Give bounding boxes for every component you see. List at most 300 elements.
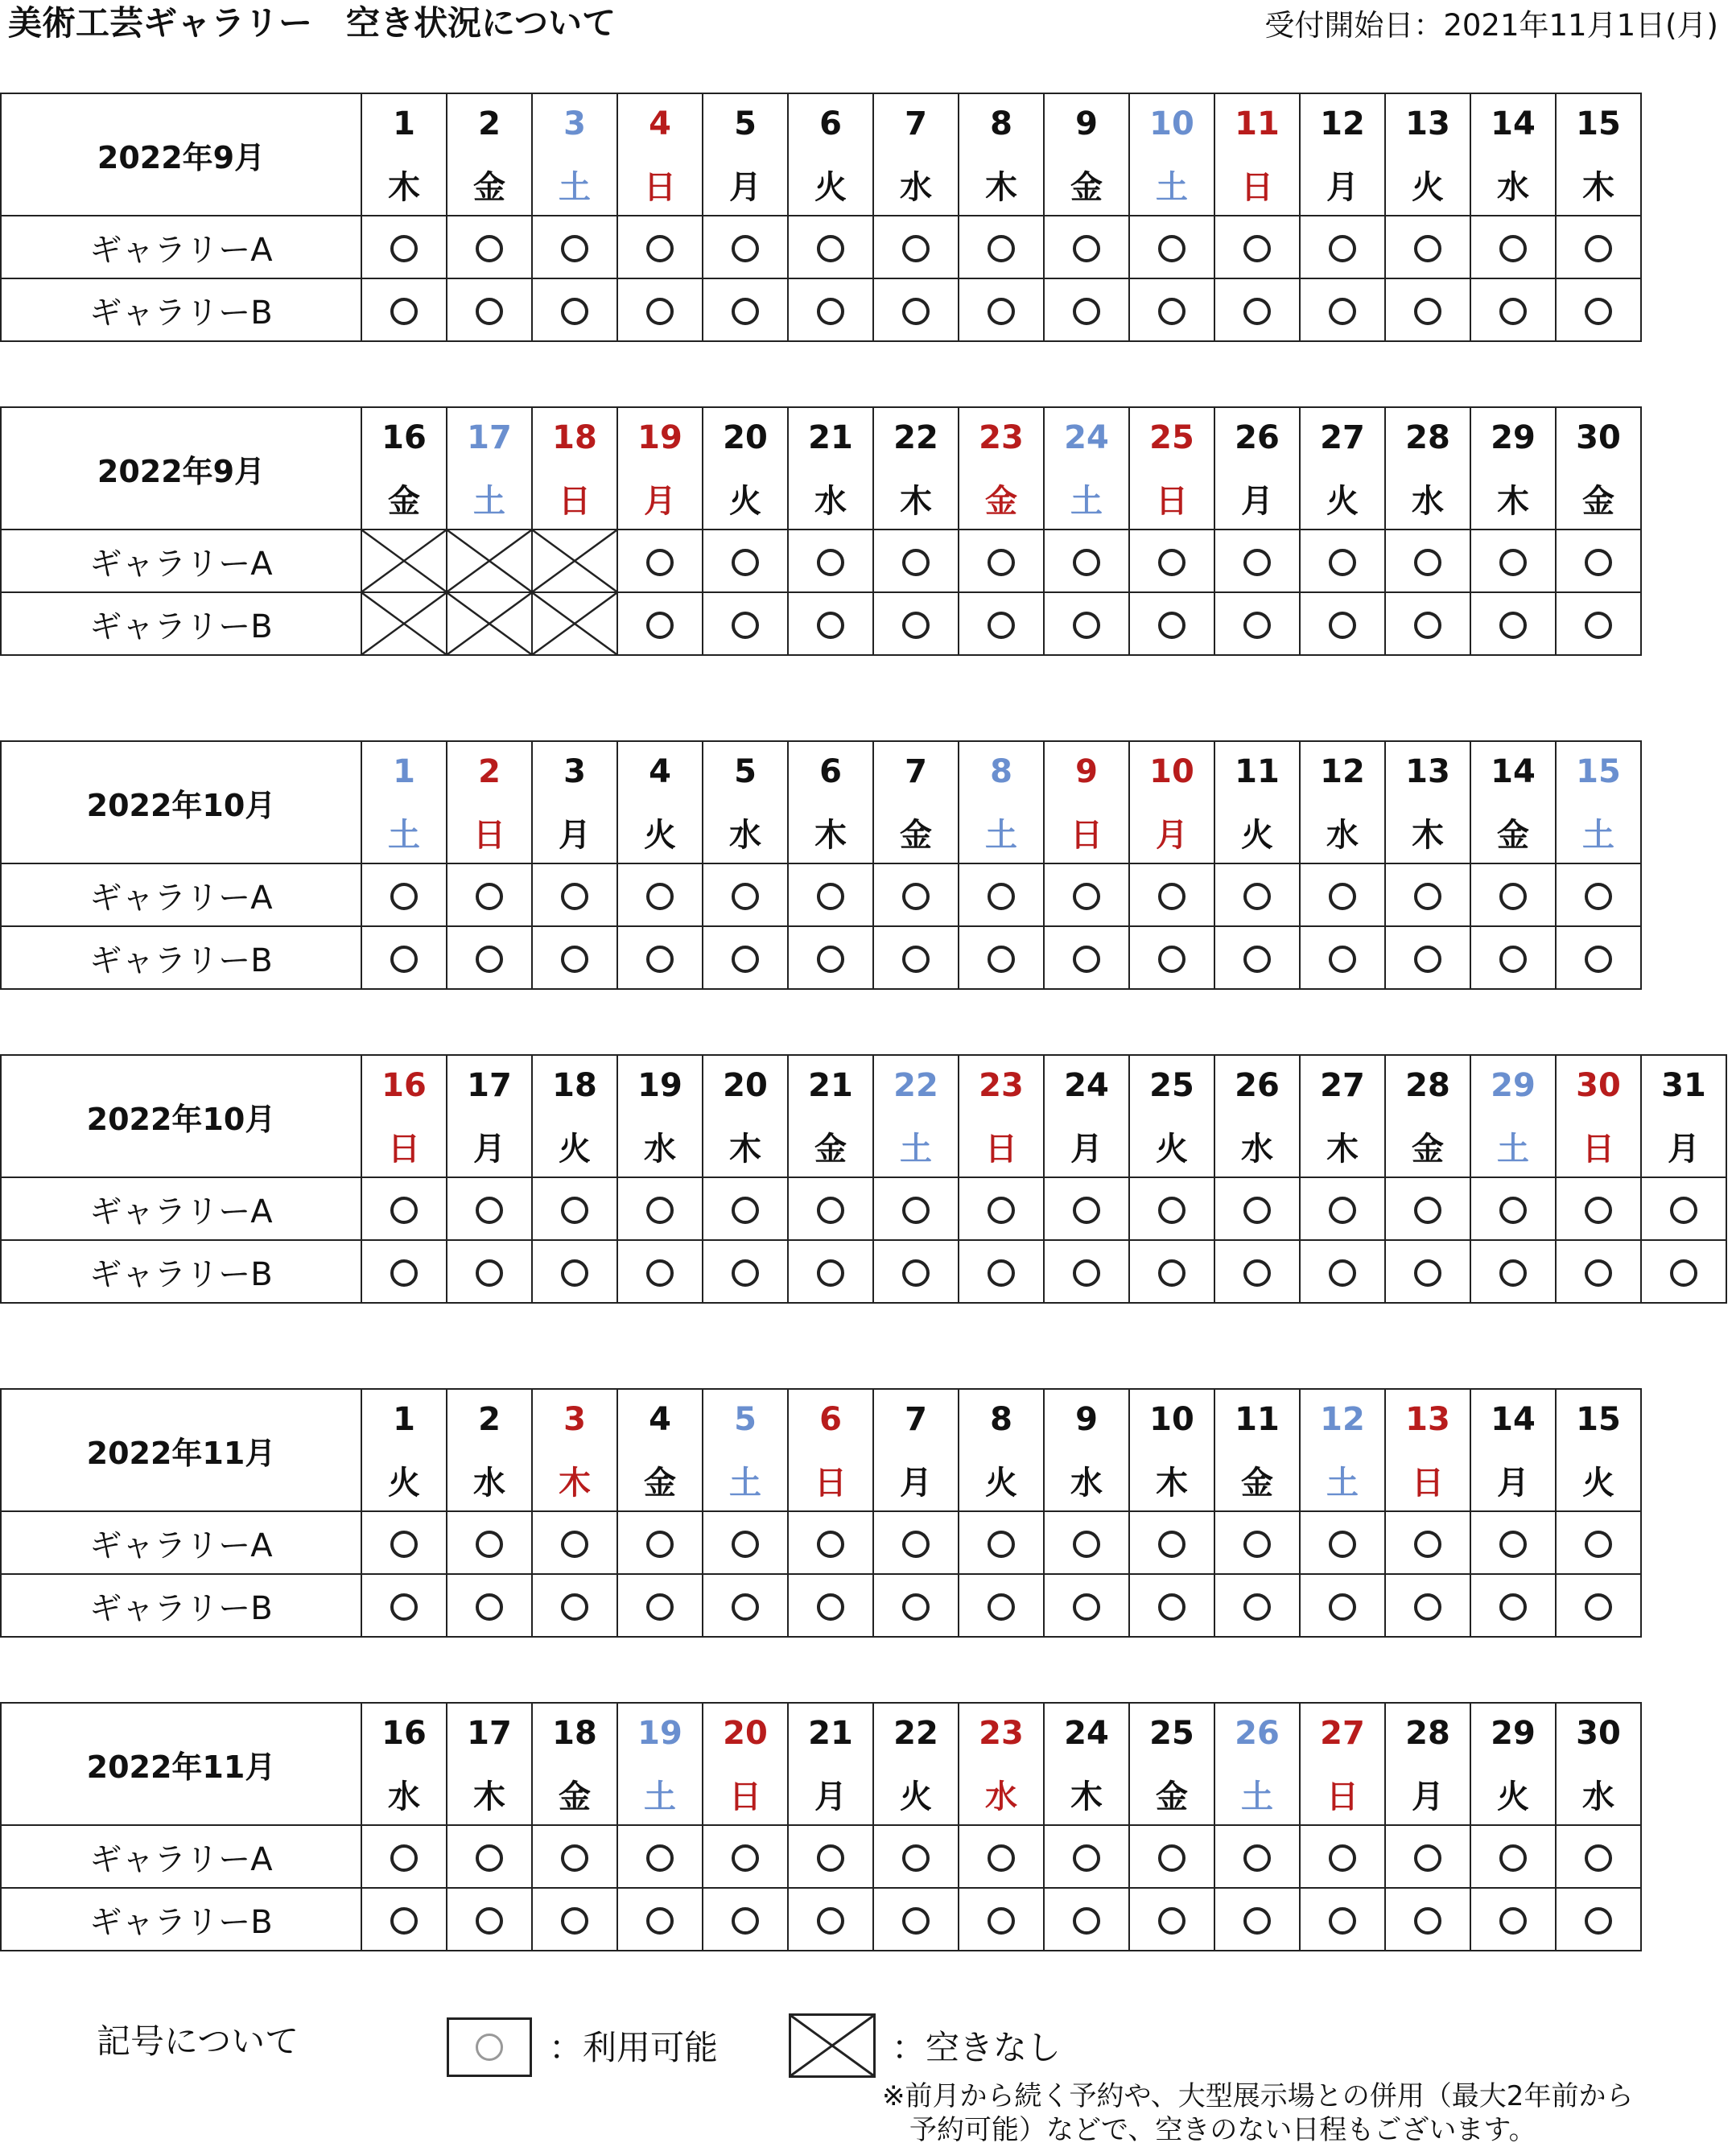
available-cell [1129, 1240, 1214, 1303]
available-cell [617, 1240, 703, 1303]
circle-icon [732, 1593, 759, 1621]
day-number: 2 [447, 741, 532, 802]
circle-icon [646, 1907, 674, 1935]
legend-available-symbol [447, 2017, 532, 2077]
available-cell [532, 216, 617, 278]
unavailable-cell [361, 592, 447, 655]
available-cell [959, 1177, 1044, 1240]
circle-icon [817, 1907, 844, 1935]
day-number: 27 [1300, 1703, 1385, 1763]
weekday: 水 [1470, 154, 1556, 216]
weekday: 土 [447, 468, 532, 530]
day-number: 21 [788, 1055, 873, 1115]
weekday: 日 [1385, 1449, 1470, 1511]
available-cell [1556, 216, 1641, 278]
day-number: 13 [1385, 93, 1470, 154]
circle-icon [902, 1259, 930, 1287]
weekday: 日 [617, 154, 703, 216]
day-number: 23 [959, 1703, 1044, 1763]
circle-icon [1499, 1197, 1527, 1224]
available-cell [1470, 592, 1556, 655]
available-cell [1470, 926, 1556, 989]
circle-icon [1414, 298, 1441, 325]
circle-icon [1158, 1844, 1186, 1872]
available-cell [617, 863, 703, 926]
weekday: 火 [873, 1763, 959, 1825]
weekday: 火 [1300, 468, 1385, 530]
circle-icon [988, 1907, 1015, 1935]
circle-icon [476, 1844, 503, 1872]
available-cell [959, 1825, 1044, 1888]
day-number: 18 [532, 1055, 617, 1115]
circle-icon [902, 298, 930, 325]
circle-icon [1414, 1259, 1441, 1287]
circle-icon [390, 883, 418, 910]
available-cell [1214, 1574, 1300, 1637]
weekday: 金 [447, 154, 532, 216]
weekday: 土 [361, 802, 447, 863]
availability-table [0, 406, 1642, 656]
weekday: 土 [1470, 1115, 1556, 1177]
circle-icon [1158, 1907, 1186, 1935]
month-block [0, 740, 1642, 990]
circle-icon [1243, 1907, 1271, 1935]
availability-table [0, 1388, 1642, 1638]
day-number: 28 [1385, 1703, 1470, 1763]
available-cell [1044, 530, 1129, 592]
weekday: 水 [788, 468, 873, 530]
available-cell [617, 278, 703, 341]
available-cell [1044, 1888, 1129, 1951]
circle-icon [1329, 549, 1356, 576]
available-cell [1129, 278, 1214, 341]
day-number: 23 [959, 407, 1044, 468]
available-cell [617, 1825, 703, 1888]
page-title: 美術工芸ギャラリー 空き状況について [8, 3, 616, 43]
weekday: 日 [1044, 802, 1129, 863]
circle-icon [732, 298, 759, 325]
circle-icon [1414, 612, 1441, 639]
circle-icon [1073, 1531, 1100, 1558]
day-number: 7 [873, 93, 959, 154]
gallery-row [1, 530, 1641, 592]
available-cell [1556, 863, 1641, 926]
available-cell [1470, 1888, 1556, 1951]
circle-icon [988, 1593, 1015, 1621]
day-number: 10 [1129, 1389, 1214, 1449]
day-number: 6 [788, 1389, 873, 1449]
day-number: 13 [1385, 1389, 1470, 1449]
available-cell [873, 926, 959, 989]
day-number: 16 [361, 407, 447, 468]
weekday: 金 [1385, 1115, 1470, 1177]
weekday: 火 [361, 1449, 447, 1511]
available-cell [1300, 278, 1385, 341]
circle-icon [1414, 1531, 1441, 1558]
available-cell [788, 1240, 873, 1303]
available-cell [703, 1240, 788, 1303]
available-cell [447, 1825, 532, 1888]
available-cell [1214, 1240, 1300, 1303]
weekday: 金 [1470, 802, 1556, 863]
weekday: 水 [1556, 1763, 1641, 1825]
weekday: 火 [532, 1115, 617, 1177]
available-cell [617, 926, 703, 989]
weekday: 金 [1044, 154, 1129, 216]
available-cell [1556, 1825, 1641, 1888]
availability-table [0, 93, 1642, 342]
circle-icon [1414, 1844, 1441, 1872]
day-number: 5 [703, 741, 788, 802]
weekday: 火 [1385, 154, 1470, 216]
circle-icon [1073, 946, 1100, 973]
day-number: 27 [1300, 1055, 1385, 1115]
available-cell [959, 592, 1044, 655]
month-block [0, 1054, 1727, 1304]
circle-icon [902, 1197, 930, 1224]
circle-icon [646, 883, 674, 910]
gallery-row [1, 592, 1641, 655]
weekday: 月 [873, 1449, 959, 1511]
day-number: 17 [447, 1703, 532, 1763]
day-number: 10 [1129, 741, 1214, 802]
circle-icon [1158, 235, 1186, 262]
circle-icon [561, 1197, 588, 1224]
day-number: 14 [1470, 741, 1556, 802]
circle-icon [1499, 946, 1527, 973]
cross-icon [533, 530, 616, 591]
available-cell [1300, 1177, 1385, 1240]
available-cell [1385, 1177, 1470, 1240]
circle-icon [732, 1531, 759, 1558]
circle-icon [390, 1844, 418, 1872]
available-cell [1556, 1574, 1641, 1637]
circle-icon [732, 235, 759, 262]
day-number: 21 [788, 1703, 873, 1763]
weekday: 日 [532, 468, 617, 530]
available-cell [1385, 1240, 1470, 1303]
day-number: 9 [1044, 741, 1129, 802]
day-number: 8 [959, 93, 1044, 154]
circle-icon [1329, 946, 1356, 973]
available-cell [703, 1177, 788, 1240]
available-cell [532, 863, 617, 926]
availability-table [0, 1702, 1642, 1951]
available-cell [1470, 216, 1556, 278]
weekday: 金 [1556, 468, 1641, 530]
gallery-name: ギャラリーA [1, 216, 361, 278]
day-number: 18 [532, 407, 617, 468]
gallery-name: ギャラリーA [1, 1511, 361, 1574]
available-cell [361, 278, 447, 341]
available-cell [873, 216, 959, 278]
available-cell [959, 216, 1044, 278]
day-number: 23 [959, 1055, 1044, 1115]
weekday: 火 [1556, 1449, 1641, 1511]
circle-icon [1158, 1259, 1186, 1287]
weekday: 火 [959, 1449, 1044, 1511]
circle-icon [646, 1593, 674, 1621]
available-cell [361, 1177, 447, 1240]
available-cell [1129, 863, 1214, 926]
circle-icon [732, 1259, 759, 1287]
available-cell [1470, 1177, 1556, 1240]
available-cell [532, 1240, 617, 1303]
circle-icon [476, 1197, 503, 1224]
circle-icon [1329, 1907, 1356, 1935]
day-number: 22 [873, 1055, 959, 1115]
available-cell [1300, 1574, 1385, 1637]
weekday: 月 [617, 468, 703, 530]
circle-icon [1073, 1844, 1100, 1872]
circle-icon [1073, 1593, 1100, 1621]
available-cell [532, 926, 617, 989]
circle-icon [561, 1531, 588, 1558]
circle-icon [1329, 612, 1356, 639]
circle-icon [390, 1259, 418, 1287]
available-cell [788, 1888, 873, 1951]
day-number: 21 [788, 407, 873, 468]
circle-icon [476, 946, 503, 973]
available-cell [1470, 278, 1556, 341]
available-cell [617, 592, 703, 655]
available-cell [1556, 1177, 1641, 1240]
circle-icon [646, 235, 674, 262]
available-cell [447, 863, 532, 926]
unavailable-cell [532, 530, 617, 592]
circle-icon [1243, 883, 1271, 910]
available-cell [873, 1825, 959, 1888]
day-number: 13 [1385, 741, 1470, 802]
available-cell [1300, 530, 1385, 592]
available-cell [1044, 1825, 1129, 1888]
circle-icon [817, 1593, 844, 1621]
circle-icon [1585, 1593, 1612, 1621]
day-number: 25 [1129, 1703, 1214, 1763]
day-number: 7 [873, 1389, 959, 1449]
weekday: 金 [1214, 1449, 1300, 1511]
circle-icon [1073, 235, 1100, 262]
circle-icon [988, 298, 1015, 325]
day-number: 7 [873, 741, 959, 802]
circle-icon [390, 1907, 418, 1935]
month-block [0, 1388, 1642, 1638]
available-cell [1470, 1240, 1556, 1303]
month-label: 2022年9月 [1, 407, 361, 530]
day-number: 20 [703, 1055, 788, 1115]
circle-icon [1499, 612, 1527, 639]
circle-icon [817, 1197, 844, 1224]
circle-icon [1158, 946, 1186, 973]
day-number: 16 [361, 1703, 447, 1763]
weekday: 水 [959, 1763, 1044, 1825]
available-cell [361, 1825, 447, 1888]
available-cell [617, 1177, 703, 1240]
circle-icon [1585, 1259, 1612, 1287]
weekday: 日 [1129, 468, 1214, 530]
legend-title: 記号について [97, 2021, 299, 2061]
available-cell [703, 863, 788, 926]
available-cell [532, 1511, 617, 1574]
day-number: 30 [1556, 1703, 1641, 1763]
available-cell [532, 1825, 617, 1888]
circle-icon [1499, 1531, 1527, 1558]
available-cell [1556, 1511, 1641, 1574]
available-cell [788, 530, 873, 592]
circle-icon [1585, 298, 1612, 325]
unavailable-cell [447, 592, 532, 655]
day-number: 2 [447, 1389, 532, 1449]
available-cell [959, 1511, 1044, 1574]
available-cell [447, 1888, 532, 1951]
available-cell [447, 926, 532, 989]
available-cell [1470, 1511, 1556, 1574]
circle-icon [1585, 612, 1612, 639]
circle-icon [988, 883, 1015, 910]
available-cell [361, 1888, 447, 1951]
circle-icon [732, 1907, 759, 1935]
circle-icon [561, 298, 588, 325]
available-cell [532, 278, 617, 341]
available-cell [1385, 1511, 1470, 1574]
day-number: 15 [1556, 93, 1641, 154]
available-cell [788, 926, 873, 989]
circle-icon [732, 549, 759, 576]
circle-icon [988, 549, 1015, 576]
day-number: 22 [873, 407, 959, 468]
day-number: 20 [703, 1703, 788, 1763]
circle-icon [1499, 1593, 1527, 1621]
available-cell [703, 1888, 788, 1951]
circle-icon [1329, 883, 1356, 910]
circle-icon [390, 1531, 418, 1558]
circle-icon [1585, 235, 1612, 262]
month-label: 2022年11月 [1, 1703, 361, 1825]
available-cell [1214, 926, 1300, 989]
circle-icon [561, 1259, 588, 1287]
available-cell [1129, 216, 1214, 278]
gallery-name: ギャラリーA [1, 1825, 361, 1888]
available-cell [532, 1574, 617, 1637]
day-number: 5 [703, 1389, 788, 1449]
day-number: 2 [447, 93, 532, 154]
available-cell [1300, 1825, 1385, 1888]
weekday: 日 [1214, 154, 1300, 216]
weekday: 火 [703, 468, 788, 530]
circle-icon [390, 1197, 418, 1224]
unavailable-cell [532, 592, 617, 655]
month-label: 2022年10月 [1, 1055, 361, 1177]
circle-icon [1329, 1593, 1356, 1621]
weekday: 月 [788, 1763, 873, 1825]
weekday: 木 [873, 468, 959, 530]
weekday: 月 [447, 1115, 532, 1177]
circle-icon [476, 1593, 503, 1621]
weekday: 木 [1300, 1115, 1385, 1177]
day-number: 9 [1044, 93, 1129, 154]
circle-icon [1158, 1197, 1186, 1224]
circle-icon [1243, 235, 1271, 262]
available-cell [1129, 1574, 1214, 1637]
gallery-row [1, 863, 1641, 926]
gallery-row [1, 926, 1641, 989]
weekday: 木 [1556, 154, 1641, 216]
circle-icon [902, 1593, 930, 1621]
available-cell [532, 1177, 617, 1240]
circle-icon [817, 235, 844, 262]
available-cell [873, 1574, 959, 1637]
circle-icon [646, 612, 674, 639]
circle-icon [732, 1844, 759, 1872]
circle-icon [561, 1593, 588, 1621]
weekday: 木 [361, 154, 447, 216]
circle-icon [1414, 549, 1441, 576]
circle-icon [1329, 235, 1356, 262]
circle-icon [1499, 1844, 1527, 1872]
available-cell [788, 1511, 873, 1574]
gallery-name: ギャラリーB [1, 926, 361, 989]
gallery-name: ギャラリーB [1, 1574, 361, 1637]
weekday: 金 [617, 1449, 703, 1511]
cross-icon [533, 593, 616, 654]
circle-icon [1414, 1907, 1441, 1935]
circle-icon [476, 1907, 503, 1935]
weekday: 土 [873, 1115, 959, 1177]
day-number: 11 [1214, 1389, 1300, 1449]
available-cell [788, 1825, 873, 1888]
available-cell [1044, 1240, 1129, 1303]
available-cell [1214, 1825, 1300, 1888]
circle-icon [1499, 298, 1527, 325]
available-cell [1129, 1888, 1214, 1951]
day-number: 1 [361, 1389, 447, 1449]
available-cell [1214, 1511, 1300, 1574]
available-cell [361, 216, 447, 278]
available-cell [1385, 592, 1470, 655]
circle-icon [561, 235, 588, 262]
weekday: 月 [1044, 1115, 1129, 1177]
day-number: 19 [617, 1055, 703, 1115]
available-cell [1385, 278, 1470, 341]
weekday: 金 [1129, 1763, 1214, 1825]
weekday: 木 [1470, 468, 1556, 530]
circle-icon [988, 1259, 1015, 1287]
day-number: 26 [1214, 407, 1300, 468]
circle-icon [1329, 1197, 1356, 1224]
circle-icon [1073, 883, 1100, 910]
available-cell [1214, 1177, 1300, 1240]
available-cell [1385, 863, 1470, 926]
weekday: 月 [1385, 1763, 1470, 1825]
available-cell [1300, 926, 1385, 989]
available-cell [703, 592, 788, 655]
available-cell [1044, 1177, 1129, 1240]
day-number: 3 [532, 741, 617, 802]
circle-icon [1414, 235, 1441, 262]
gallery-row [1, 216, 1641, 278]
available-cell [788, 1574, 873, 1637]
weekday: 火 [788, 154, 873, 216]
circle-icon [988, 612, 1015, 639]
available-cell [1044, 1574, 1129, 1637]
available-cell [1300, 1240, 1385, 1303]
day-number: 15 [1556, 1389, 1641, 1449]
weekday: 火 [1214, 802, 1300, 863]
available-cell [959, 530, 1044, 592]
day-number: 25 [1129, 407, 1214, 468]
circle-icon [902, 883, 930, 910]
day-number: 4 [617, 93, 703, 154]
